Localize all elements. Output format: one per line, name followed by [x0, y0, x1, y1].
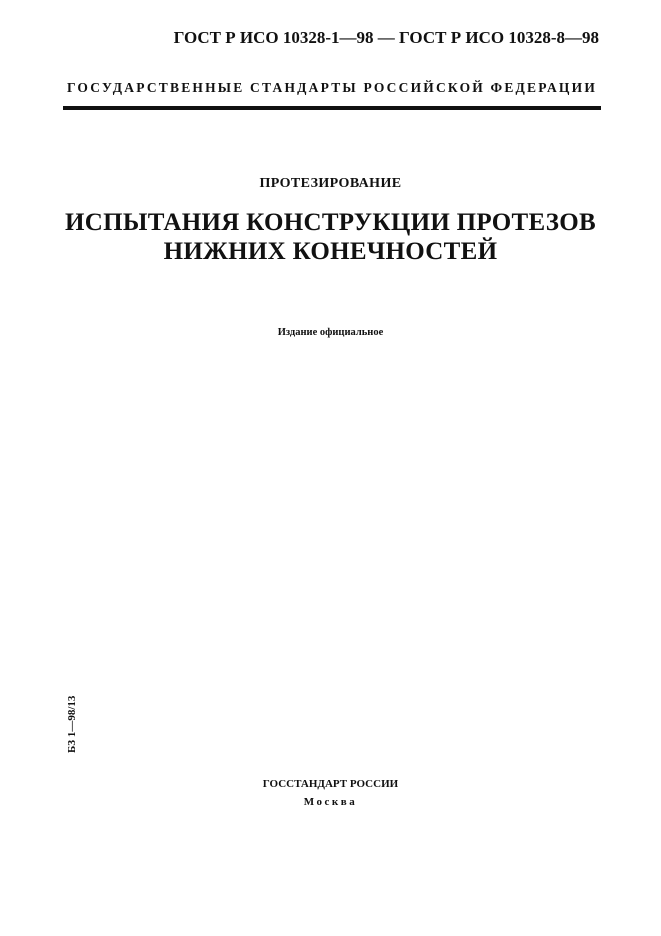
series-title: ГОСУДАРСТВЕННЫЕ СТАНДАРТЫ РОССИЙСКОЙ ФЕДЕРАЦИИ	[66, 80, 598, 95]
header-rule	[63, 106, 601, 110]
side-code: БЗ 1—98/13	[66, 695, 78, 753]
title-line-1: ИСПЫТАНИЯ КОНСТРУКЦИИ ПРОТЕЗОВ	[65, 209, 596, 236]
edition-label: Издание официальное	[277, 327, 384, 338]
city: Москва	[303, 796, 358, 808]
document-title	[0, 208, 661, 266]
subject-heading: ПРОТЕЗИРОВАНИЕ	[259, 176, 402, 191]
standard-number: ГОСТ Р ИСО 10328-1—98 — ГОСТ Р ИСО 10328-8—98	[173, 28, 599, 47]
publisher: ГОССТАНДАРТ РОССИИ	[262, 778, 399, 790]
title-line-2: НИЖНИХ КОНЕЧНОСТЕЙ	[163, 238, 498, 265]
